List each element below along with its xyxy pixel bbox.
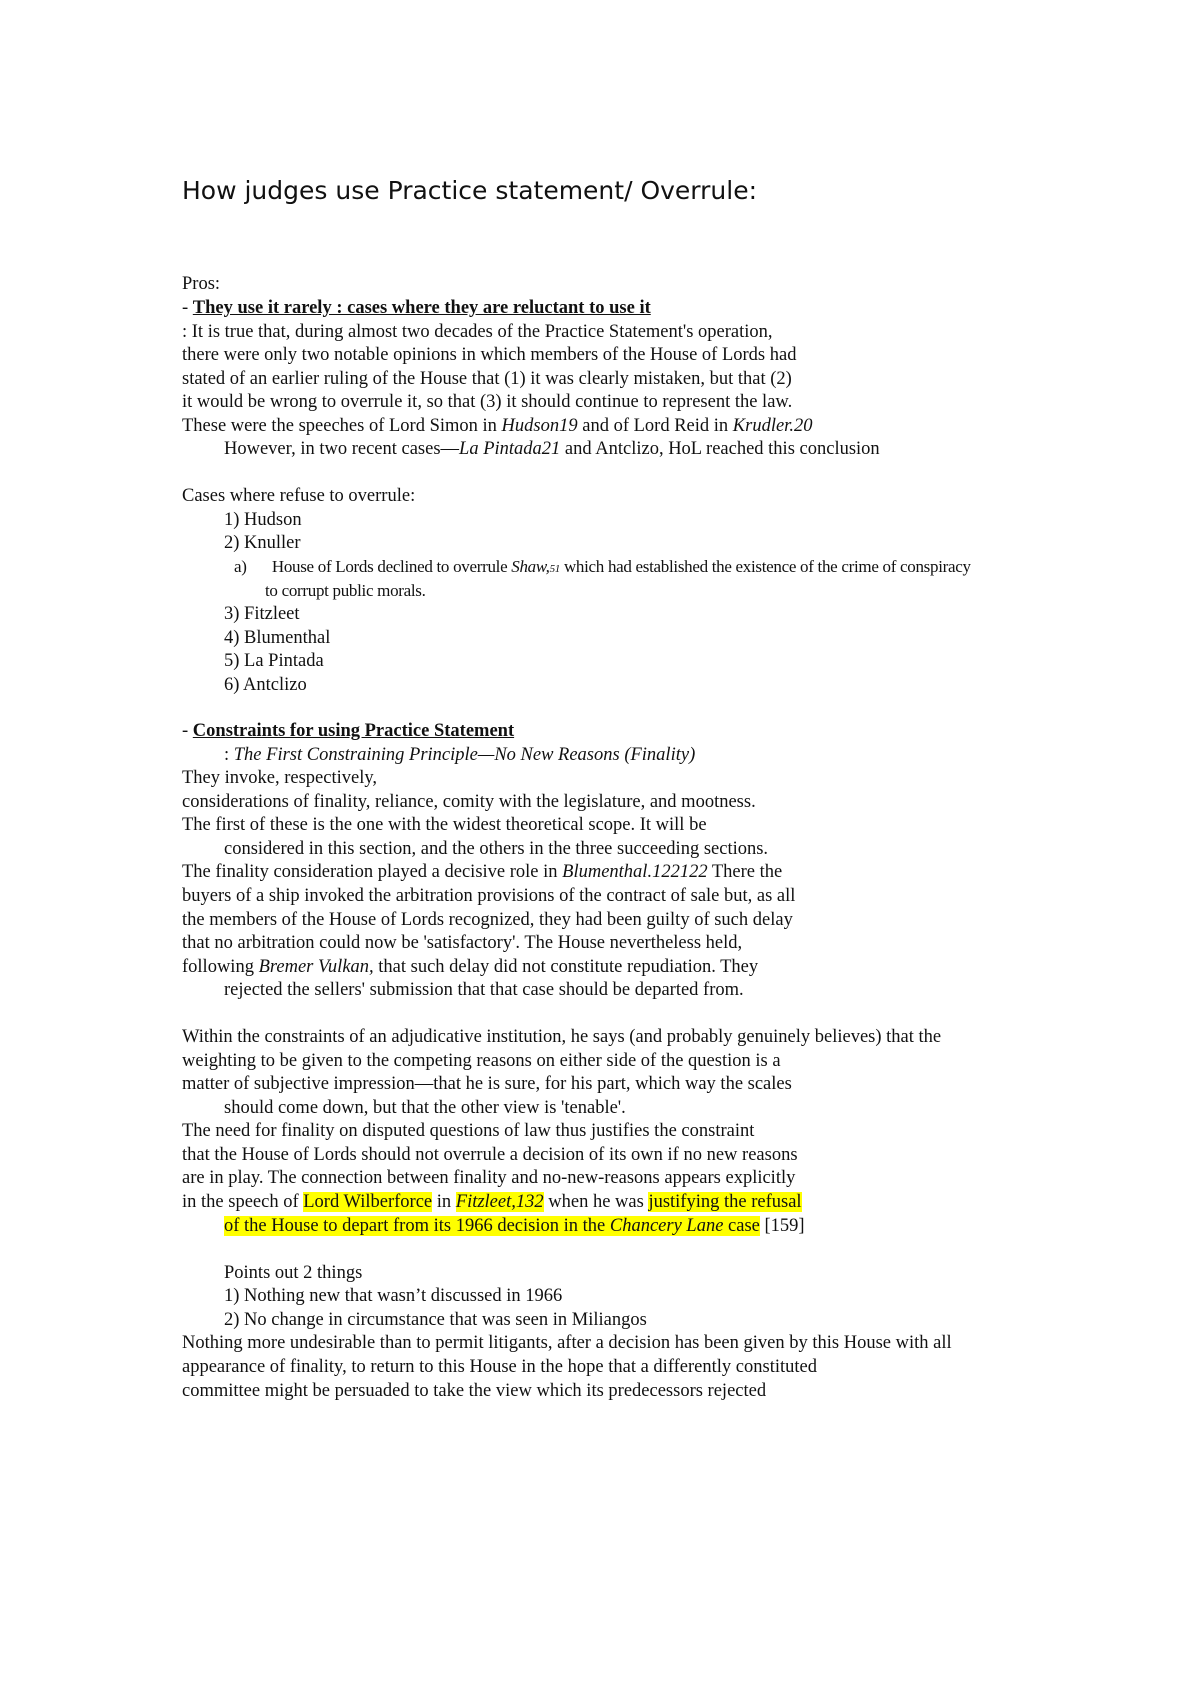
case-list-item: 6) Antclizo [224,675,307,695]
text-run: House of Lords declined to overrule [271,557,512,576]
text-run: following [182,957,259,977]
text-run: in the speech of [182,1192,304,1212]
case-list-item: 2) Knuller [224,533,301,553]
constraints-text-line: that no arbitration could now be 'satisfactory'. The House nevertheless held, [182,933,743,953]
highlighted-case-name: Chancery Lane [609,1216,724,1236]
refuse-label: Cases where refuse to overrule: [182,486,416,506]
case-list-item: 5) La Pintada [224,651,324,671]
quote-line: committee might be persuaded to take the view which its predecessors rejected [182,1381,767,1401]
text-run: that such delay did not constitute repudiation. They [373,957,759,977]
para-text-line: that the House of Lords should not overrule a decision of its own if no new reasons [182,1145,798,1165]
sub-list-marker: a) [234,557,247,576]
case-name: La Pintada21 [459,439,561,459]
text-run: and of Lord Reid in [577,416,733,436]
constraints-text-line: considered in this section, and the others in the three succeeding sections. [224,839,769,859]
heading-dash: - [182,721,193,741]
points-list-item: 2) No change in circumstance that was seen in Miliangos [224,1310,647,1330]
points-list-item: 1) Nothing new that wasn’t discussed in 1966 [224,1286,563,1306]
chancery-line [224,1213,805,1239]
sub-list-item [234,554,971,580]
points-label: Points out 2 things [224,1263,363,1283]
case-name: Shaw, [511,557,550,576]
text-run: However, in two recent cases— [224,439,460,459]
case-name: Hudson19 [501,416,578,436]
case-list-item: 4) Blumenthal [224,628,331,648]
highlighted-text: case [723,1216,760,1236]
quote-line: Nothing more undesirable than to permit litigants, after a decision has been given by this House with all [182,1333,952,1353]
text-run: There the [707,862,783,882]
case-list-item: 3) Fitzleet [224,604,300,624]
footnote-ref: 51 [549,563,560,575]
text-run: The finality consideration played a decisive role in [182,862,563,882]
constraints-text-line: The first of these is the one with the widest theoretical scope. It will be [182,815,707,835]
para-text-line: The need for finality on disputed questions of law thus justifies the constraint [182,1121,755,1141]
constraints-heading [182,718,514,744]
recent-cases-line [224,436,880,462]
highlighted-text: Lord Wilberforce [303,1192,433,1212]
pros-label: Pros: [182,274,221,294]
heading-dash: - [182,298,193,318]
pros-text-line: there were only two notable opinions in which members of the House of Lords had [182,345,797,365]
text-run: when he was [543,1192,649,1212]
text-run: These were the speeches of Lord Simon in [182,416,502,436]
highlighted-text: justifying the refusal [648,1192,802,1212]
highlighted-text: of the House to depart from its 1966 decision in the [224,1216,610,1236]
para-text-line: matter of subjective impression—that he is sure, for his part, which way the scales [182,1074,792,1094]
case-list-item: 1) Hudson [224,510,302,530]
pros-text-line: it would be wrong to overrule it, so that (3) it should continue to represent the law. [182,392,793,412]
para-text-line: are in play. The connection between finality and no-new-reasons appears explicitly [182,1168,796,1188]
text-run: which had established the existence of the crime of conspiracy [560,557,971,576]
wilberforce-line [182,1189,802,1215]
constraints-heading-text: Constraints for using Practice Statement [192,721,515,741]
pros-text-line: stated of an earlier ruling of the House that (1) it was clearly mistaken, but that (2) [182,369,792,389]
citation-ref: [159] [759,1216,805,1236]
para-text-line: should come down, but that the other view is 'tenable'. [224,1098,626,1118]
sub-list-continuation: to corrupt public morals. [265,581,426,600]
blumenthal-line [182,859,782,885]
principle-title: The First Constraining Principle—No New Reasons (Finality) [233,745,696,765]
para-text-line: Within the constraints of an adjudicative institution, he says (and probably genuinely believes) that the [182,1027,942,1047]
text-run: : [224,745,234,765]
case-name: Krudler.20 [732,416,813,436]
para-text-line: weighting to be given to the competing reasons on either side of the question is a [182,1051,781,1071]
highlighted-case-name: Fitzleet,132 [455,1192,544,1212]
constraints-text-line: the members of the House of Lords recognized, they had been guilty of such delay [182,910,793,930]
pros-heading [182,295,651,321]
pros-heading-text: They use it rarely : cases where they are reluctant to use it [192,298,651,318]
pros-text-line: : It is true that, during almost two decades of the Practice Statement's operation, [182,322,773,342]
constraints-text-line: buyers of a ship invoked the arbitration provisions of the contract of sale but, as all [182,886,796,906]
case-name: Bremer Vulkan, [258,957,374,977]
constraints-text-line: considerations of finality, reliance, comity with the legislature, and mootness. [182,792,756,812]
page-title: How judges use Practice statement/ Overrule: [182,176,758,205]
quote-line: appearance of finality, to return to this House in the hope that a differently constituted [182,1357,817,1377]
constraints-text-line: They invoke, respectively, [182,768,378,788]
text-run: and Antclizo, HoL reached this conclusion [560,439,880,459]
case-name: Blumenthal.122122 [562,862,708,882]
text-run: in [432,1192,456,1212]
constraints-text-line: rejected the sellers' submission that that case should be departed from. [224,980,744,1000]
